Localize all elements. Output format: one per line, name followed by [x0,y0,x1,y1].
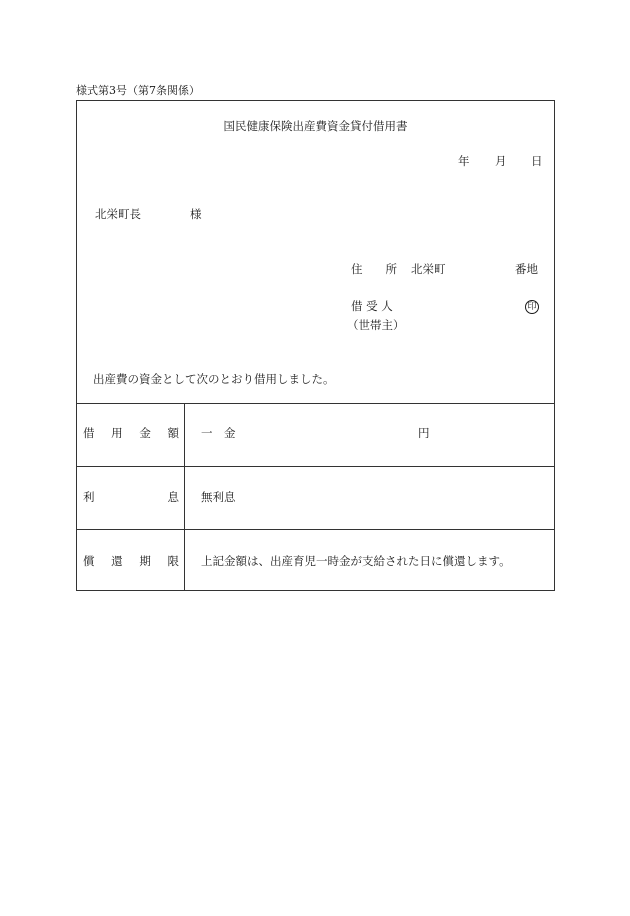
date-year-label: 年 [458,154,470,168]
address-town: 北栄町 [411,262,446,276]
repayment-deadline-label: 償 還 期 限 [83,554,179,568]
divider-line [77,529,554,530]
seal-icon [525,300,539,314]
divider-line [77,403,554,404]
interest-label: 利 息 [83,490,179,504]
divider-line [77,466,554,467]
date-day-label: 日 [531,154,543,168]
address-label: 住 所 [351,262,397,276]
borrower-label: 借 受 人 [351,299,393,313]
household-head-note: （世帯主） [347,318,405,332]
column-divider [184,403,185,590]
borrowing-statement: 出産費の資金として次のとおり借用しました。 [93,372,335,386]
date-month-label: 月 [495,154,507,168]
loan-amount-label: 借 用 金 額 [83,426,179,440]
address-suffix: 番地 [515,262,538,276]
repayment-deadline-value: 上記金額は、出産育児一時金が支給された日に償還します。 [201,554,511,568]
loan-amount-prefix: 一 金 [201,426,236,440]
addressee-honorific: 様 [190,207,202,221]
form-title: 国民健康保険出産費資金貸付借用書 [223,119,408,133]
loan-form [76,100,555,591]
loan-amount-unit: 円 [418,426,430,440]
addressee-name: 北栄町長 [95,207,141,221]
form-number: 様式第3号（第7条関係） [76,84,200,97]
interest-value: 無利息 [201,490,236,504]
seal-mark: 印 [525,300,539,314]
